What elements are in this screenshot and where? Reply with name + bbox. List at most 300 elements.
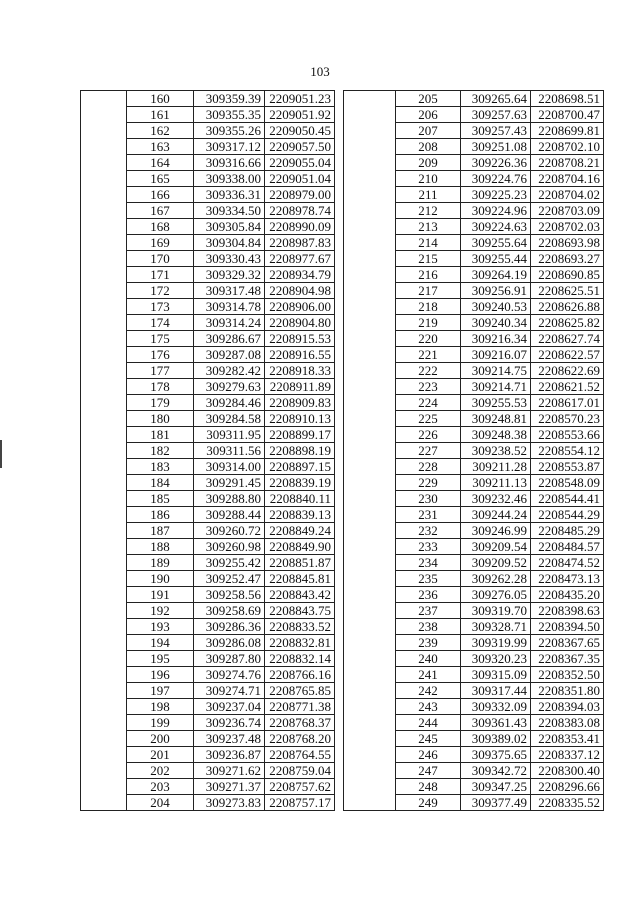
y-coordinate-cell: 2208990.09 xyxy=(265,219,335,235)
y-coordinate-cell: 2208622.57 xyxy=(531,347,604,363)
table-row xyxy=(344,507,604,523)
y-coordinate-cell: 2208840.11 xyxy=(265,491,335,507)
y-coordinate-cell: 2208473.13 xyxy=(531,571,604,587)
table-row xyxy=(81,571,335,587)
x-coordinate-cell: 309377.49 xyxy=(461,795,531,811)
x-coordinate-cell: 309287.80 xyxy=(194,651,265,667)
point-number-cell: 183 xyxy=(127,459,194,475)
table-row xyxy=(344,539,604,555)
point-number-cell: 220 xyxy=(396,331,461,347)
point-number-cell: 175 xyxy=(127,331,194,347)
point-number-cell: 202 xyxy=(127,763,194,779)
x-coordinate-cell: 309342.72 xyxy=(461,763,531,779)
point-number-cell: 239 xyxy=(396,635,461,651)
y-coordinate-cell: 2208843.42 xyxy=(265,587,335,603)
x-coordinate-cell: 309334.50 xyxy=(194,203,265,219)
point-number-cell: 193 xyxy=(127,619,194,635)
empty-cell xyxy=(344,171,396,187)
table-row xyxy=(81,235,335,251)
empty-cell xyxy=(344,379,396,395)
point-number-cell: 238 xyxy=(396,619,461,635)
y-coordinate-cell: 2208904.98 xyxy=(265,283,335,299)
point-number-cell: 231 xyxy=(396,507,461,523)
x-coordinate-cell: 309240.53 xyxy=(461,299,531,315)
empty-cell xyxy=(81,747,127,763)
x-coordinate-cell: 309338.00 xyxy=(194,171,265,187)
empty-cell xyxy=(344,155,396,171)
y-coordinate-cell: 2208768.37 xyxy=(265,715,335,731)
empty-cell xyxy=(344,459,396,475)
table-row xyxy=(81,427,335,443)
y-coordinate-cell: 2208768.20 xyxy=(265,731,335,747)
point-number-cell: 169 xyxy=(127,235,194,251)
y-coordinate-cell: 2208553.87 xyxy=(531,459,604,475)
y-coordinate-cell: 2208398.63 xyxy=(531,603,604,619)
table-row xyxy=(81,331,335,347)
point-number-cell: 218 xyxy=(396,299,461,315)
point-number-cell: 207 xyxy=(396,123,461,139)
point-number-cell: 172 xyxy=(127,283,194,299)
x-coordinate-cell: 309214.71 xyxy=(461,379,531,395)
y-coordinate-cell: 2208897.15 xyxy=(265,459,335,475)
point-number-cell: 173 xyxy=(127,299,194,315)
table-row xyxy=(344,731,604,747)
x-coordinate-cell: 309237.48 xyxy=(194,731,265,747)
point-number-cell: 209 xyxy=(396,155,461,171)
table-row xyxy=(81,795,335,811)
table-row xyxy=(81,171,335,187)
point-number-cell: 196 xyxy=(127,667,194,683)
point-number-cell: 203 xyxy=(127,779,194,795)
empty-cell xyxy=(81,235,127,251)
empty-cell xyxy=(81,139,127,155)
empty-cell xyxy=(81,155,127,171)
x-coordinate-cell: 309336.31 xyxy=(194,187,265,203)
x-coordinate-cell: 309264.19 xyxy=(461,267,531,283)
point-number-cell: 179 xyxy=(127,395,194,411)
y-coordinate-cell: 2208693.98 xyxy=(531,235,604,251)
table-row xyxy=(81,523,335,539)
empty-cell xyxy=(344,715,396,731)
point-number-cell: 162 xyxy=(127,123,194,139)
table-row xyxy=(81,411,335,427)
empty-cell xyxy=(81,203,127,219)
table-row xyxy=(344,667,604,683)
empty-cell xyxy=(81,315,127,331)
table-row xyxy=(344,603,604,619)
x-coordinate-cell: 309375.65 xyxy=(461,747,531,763)
table-row xyxy=(344,139,604,155)
y-coordinate-cell: 2208765.85 xyxy=(265,683,335,699)
empty-cell xyxy=(344,683,396,699)
empty-cell xyxy=(344,139,396,155)
x-coordinate-cell: 309224.63 xyxy=(461,219,531,235)
point-number-cell: 163 xyxy=(127,139,194,155)
table-row xyxy=(81,747,335,763)
empty-cell xyxy=(344,571,396,587)
empty-cell xyxy=(81,651,127,667)
empty-cell xyxy=(81,171,127,187)
empty-cell xyxy=(81,619,127,635)
coordinates-table-left xyxy=(80,90,335,811)
x-coordinate-cell: 309238.52 xyxy=(461,443,531,459)
x-coordinate-cell: 309361.43 xyxy=(461,715,531,731)
empty-cell xyxy=(81,459,127,475)
y-coordinate-cell: 2208979.00 xyxy=(265,187,335,203)
point-number-cell: 191 xyxy=(127,587,194,603)
y-coordinate-cell: 2208553.66 xyxy=(531,427,604,443)
table-row xyxy=(81,395,335,411)
x-coordinate-cell: 309332.09 xyxy=(461,699,531,715)
y-coordinate-cell: 2208627.74 xyxy=(531,331,604,347)
empty-cell xyxy=(81,683,127,699)
x-coordinate-cell: 309255.42 xyxy=(194,555,265,571)
y-coordinate-cell: 2208484.57 xyxy=(531,539,604,555)
empty-cell xyxy=(81,443,127,459)
y-coordinate-cell: 2208918.33 xyxy=(265,363,335,379)
x-coordinate-cell: 309257.63 xyxy=(461,107,531,123)
x-coordinate-cell: 309347.25 xyxy=(461,779,531,795)
table-row xyxy=(344,251,604,267)
point-number-cell: 227 xyxy=(396,443,461,459)
x-coordinate-cell: 309224.96 xyxy=(461,203,531,219)
table-row xyxy=(344,395,604,411)
x-coordinate-cell: 309355.35 xyxy=(194,107,265,123)
x-coordinate-cell: 309315.09 xyxy=(461,667,531,683)
table-row xyxy=(344,331,604,347)
x-coordinate-cell: 309304.84 xyxy=(194,235,265,251)
point-number-cell: 168 xyxy=(127,219,194,235)
x-coordinate-cell: 309251.08 xyxy=(461,139,531,155)
point-number-cell: 240 xyxy=(396,651,461,667)
table-row xyxy=(344,235,604,251)
x-coordinate-cell: 309291.45 xyxy=(194,475,265,491)
table-row xyxy=(81,91,335,107)
point-number-cell: 182 xyxy=(127,443,194,459)
empty-cell xyxy=(344,299,396,315)
x-coordinate-cell: 309330.43 xyxy=(194,251,265,267)
coordinates-table-right xyxy=(343,90,604,811)
x-coordinate-cell: 309216.07 xyxy=(461,347,531,363)
y-coordinate-cell: 2209050.45 xyxy=(265,123,335,139)
point-number-cell: 225 xyxy=(396,411,461,427)
table-row xyxy=(81,619,335,635)
empty-cell xyxy=(81,379,127,395)
y-coordinate-cell: 2208296.66 xyxy=(531,779,604,795)
empty-cell xyxy=(81,555,127,571)
point-number-cell: 201 xyxy=(127,747,194,763)
table-row xyxy=(344,635,604,651)
x-coordinate-cell: 309389.02 xyxy=(461,731,531,747)
point-number-cell: 217 xyxy=(396,283,461,299)
table-row xyxy=(344,379,604,395)
point-number-cell: 243 xyxy=(396,699,461,715)
table-row xyxy=(81,763,335,779)
empty-cell xyxy=(344,635,396,651)
x-coordinate-cell: 309258.56 xyxy=(194,587,265,603)
table-row xyxy=(344,651,604,667)
point-number-cell: 229 xyxy=(396,475,461,491)
table-row xyxy=(81,219,335,235)
table-row xyxy=(81,587,335,603)
point-number-cell: 205 xyxy=(396,91,461,107)
x-coordinate-cell: 309255.44 xyxy=(461,251,531,267)
x-coordinate-cell: 309256.91 xyxy=(461,283,531,299)
y-coordinate-cell: 2208335.52 xyxy=(531,795,604,811)
y-coordinate-cell: 2208702.03 xyxy=(531,219,604,235)
table-row xyxy=(81,251,335,267)
y-coordinate-cell: 2208690.85 xyxy=(531,267,604,283)
point-number-cell: 242 xyxy=(396,683,461,699)
x-coordinate-cell: 309311.56 xyxy=(194,443,265,459)
y-coordinate-cell: 2208759.04 xyxy=(265,763,335,779)
point-number-cell: 244 xyxy=(396,715,461,731)
table-row xyxy=(81,187,335,203)
point-number-cell: 212 xyxy=(396,203,461,219)
y-coordinate-cell: 2208978.74 xyxy=(265,203,335,219)
point-number-cell: 198 xyxy=(127,699,194,715)
table-row xyxy=(344,171,604,187)
table-row xyxy=(81,699,335,715)
y-coordinate-cell: 2208617.01 xyxy=(531,395,604,411)
point-number-cell: 206 xyxy=(396,107,461,123)
y-coordinate-cell: 2208849.24 xyxy=(265,523,335,539)
table-row xyxy=(344,203,604,219)
table-row xyxy=(344,619,604,635)
x-coordinate-cell: 309286.08 xyxy=(194,635,265,651)
y-coordinate-cell: 2208987.83 xyxy=(265,235,335,251)
y-coordinate-cell: 2208851.87 xyxy=(265,555,335,571)
y-coordinate-cell: 2208832.81 xyxy=(265,635,335,651)
empty-cell xyxy=(344,779,396,795)
empty-cell xyxy=(81,539,127,555)
x-coordinate-cell: 309274.71 xyxy=(194,683,265,699)
x-coordinate-cell: 309209.54 xyxy=(461,539,531,555)
table-row xyxy=(344,587,604,603)
x-coordinate-cell: 309319.99 xyxy=(461,635,531,651)
y-coordinate-cell: 2208977.67 xyxy=(265,251,335,267)
x-coordinate-cell: 309311.95 xyxy=(194,427,265,443)
empty-cell xyxy=(344,331,396,347)
y-coordinate-cell: 2208703.09 xyxy=(531,203,604,219)
table-row xyxy=(344,299,604,315)
empty-cell xyxy=(81,411,127,427)
x-coordinate-cell: 309248.81 xyxy=(461,411,531,427)
x-coordinate-cell: 309237.04 xyxy=(194,699,265,715)
y-coordinate-cell: 2208367.65 xyxy=(531,635,604,651)
point-number-cell: 170 xyxy=(127,251,194,267)
y-coordinate-cell: 2208915.53 xyxy=(265,331,335,347)
empty-cell xyxy=(344,107,396,123)
point-number-cell: 187 xyxy=(127,523,194,539)
x-coordinate-cell: 309288.80 xyxy=(194,491,265,507)
empty-cell xyxy=(344,427,396,443)
x-coordinate-cell: 309240.34 xyxy=(461,315,531,331)
x-coordinate-cell: 309226.36 xyxy=(461,155,531,171)
x-coordinate-cell: 309359.39 xyxy=(194,91,265,107)
x-coordinate-cell: 309286.36 xyxy=(194,619,265,635)
table-row xyxy=(81,603,335,619)
empty-cell xyxy=(344,475,396,491)
table-row xyxy=(81,363,335,379)
y-coordinate-cell: 2208626.88 xyxy=(531,299,604,315)
x-coordinate-cell: 309305.84 xyxy=(194,219,265,235)
x-coordinate-cell: 309244.24 xyxy=(461,507,531,523)
table-row xyxy=(344,219,604,235)
x-coordinate-cell: 309211.28 xyxy=(461,459,531,475)
empty-cell xyxy=(344,555,396,571)
table-row xyxy=(344,475,604,491)
table-row xyxy=(81,315,335,331)
y-coordinate-cell: 2208435.20 xyxy=(531,587,604,603)
x-coordinate-cell: 309258.69 xyxy=(194,603,265,619)
x-coordinate-cell: 309257.43 xyxy=(461,123,531,139)
table-row xyxy=(344,315,604,331)
empty-cell xyxy=(81,731,127,747)
empty-cell xyxy=(81,779,127,795)
x-coordinate-cell: 309328.71 xyxy=(461,619,531,635)
empty-cell xyxy=(344,235,396,251)
x-coordinate-cell: 309248.38 xyxy=(461,427,531,443)
table-row xyxy=(344,555,604,571)
empty-cell xyxy=(344,219,396,235)
empty-cell xyxy=(344,747,396,763)
empty-cell xyxy=(344,203,396,219)
y-coordinate-cell: 2208699.81 xyxy=(531,123,604,139)
point-number-cell: 230 xyxy=(396,491,461,507)
table-row xyxy=(344,747,604,763)
empty-cell xyxy=(344,91,396,107)
y-coordinate-cell: 2208700.47 xyxy=(531,107,604,123)
x-coordinate-cell: 309284.58 xyxy=(194,411,265,427)
y-coordinate-cell: 2208544.29 xyxy=(531,507,604,523)
table-row xyxy=(344,283,604,299)
y-coordinate-cell: 2208352.50 xyxy=(531,667,604,683)
empty-cell xyxy=(344,491,396,507)
point-number-cell: 237 xyxy=(396,603,461,619)
point-number-cell: 190 xyxy=(127,571,194,587)
y-coordinate-cell: 2208351.80 xyxy=(531,683,604,699)
empty-cell xyxy=(344,347,396,363)
empty-cell xyxy=(81,187,127,203)
y-coordinate-cell: 2208383.08 xyxy=(531,715,604,731)
empty-cell xyxy=(81,91,127,107)
empty-cell xyxy=(344,187,396,203)
empty-cell xyxy=(344,699,396,715)
y-coordinate-cell: 2208394.03 xyxy=(531,699,604,715)
y-coordinate-cell: 2208548.09 xyxy=(531,475,604,491)
x-coordinate-cell: 309214.75 xyxy=(461,363,531,379)
point-number-cell: 185 xyxy=(127,491,194,507)
empty-cell xyxy=(81,795,127,811)
y-coordinate-cell: 2208704.16 xyxy=(531,171,604,187)
empty-cell xyxy=(344,587,396,603)
point-number-cell: 246 xyxy=(396,747,461,763)
table-row xyxy=(344,699,604,715)
x-coordinate-cell: 309329.32 xyxy=(194,267,265,283)
empty-cell xyxy=(344,251,396,267)
table-row xyxy=(344,123,604,139)
point-number-cell: 214 xyxy=(396,235,461,251)
empty-cell xyxy=(344,763,396,779)
table-row xyxy=(81,203,335,219)
empty-cell xyxy=(344,283,396,299)
y-coordinate-cell: 2208845.81 xyxy=(265,571,335,587)
point-number-cell: 223 xyxy=(396,379,461,395)
point-number-cell: 171 xyxy=(127,267,194,283)
point-number-cell: 232 xyxy=(396,523,461,539)
point-number-cell: 210 xyxy=(396,171,461,187)
point-number-cell: 221 xyxy=(396,347,461,363)
point-number-cell: 236 xyxy=(396,587,461,603)
y-coordinate-cell: 2208704.02 xyxy=(531,187,604,203)
empty-cell xyxy=(81,331,127,347)
table-row xyxy=(81,155,335,171)
table-row xyxy=(344,523,604,539)
y-coordinate-cell: 2208544.41 xyxy=(531,491,604,507)
x-coordinate-cell: 309319.70 xyxy=(461,603,531,619)
y-coordinate-cell: 2208394.50 xyxy=(531,619,604,635)
y-coordinate-cell: 2208899.17 xyxy=(265,427,335,443)
point-number-cell: 216 xyxy=(396,267,461,283)
table-row xyxy=(81,715,335,731)
y-coordinate-cell: 2209051.23 xyxy=(265,91,335,107)
table-row xyxy=(81,667,335,683)
point-number-cell: 245 xyxy=(396,731,461,747)
y-coordinate-cell: 2209055.04 xyxy=(265,155,335,171)
point-number-cell: 219 xyxy=(396,315,461,331)
x-coordinate-cell: 309271.37 xyxy=(194,779,265,795)
point-number-cell: 199 xyxy=(127,715,194,731)
y-coordinate-cell: 2208911.89 xyxy=(265,379,335,395)
x-coordinate-cell: 309286.67 xyxy=(194,331,265,347)
point-number-cell: 247 xyxy=(396,763,461,779)
point-number-cell: 233 xyxy=(396,539,461,555)
y-coordinate-cell: 2208909.83 xyxy=(265,395,335,411)
y-coordinate-cell: 2208764.55 xyxy=(265,747,335,763)
y-coordinate-cell: 2208771.38 xyxy=(265,699,335,715)
x-coordinate-cell: 309284.46 xyxy=(194,395,265,411)
point-number-cell: 176 xyxy=(127,347,194,363)
empty-cell xyxy=(81,603,127,619)
x-coordinate-cell: 309216.34 xyxy=(461,331,531,347)
table-row xyxy=(81,459,335,475)
empty-cell xyxy=(344,123,396,139)
x-coordinate-cell: 309236.74 xyxy=(194,715,265,731)
x-coordinate-cell: 309271.62 xyxy=(194,763,265,779)
y-coordinate-cell: 2208757.17 xyxy=(265,795,335,811)
table-row xyxy=(81,443,335,459)
y-coordinate-cell: 2208693.27 xyxy=(531,251,604,267)
x-coordinate-cell: 309255.53 xyxy=(461,395,531,411)
table-row xyxy=(344,571,604,587)
table-row xyxy=(344,763,604,779)
table-row xyxy=(344,187,604,203)
empty-cell xyxy=(81,283,127,299)
y-coordinate-cell: 2208843.75 xyxy=(265,603,335,619)
y-coordinate-cell: 2208353.41 xyxy=(531,731,604,747)
point-number-cell: 228 xyxy=(396,459,461,475)
x-coordinate-cell: 309260.72 xyxy=(194,523,265,539)
empty-cell xyxy=(81,667,127,683)
table-row xyxy=(81,507,335,523)
empty-cell xyxy=(81,763,127,779)
empty-cell xyxy=(81,507,127,523)
x-coordinate-cell: 309316.66 xyxy=(194,155,265,171)
y-coordinate-cell: 2208570.23 xyxy=(531,411,604,427)
empty-cell xyxy=(344,651,396,667)
x-coordinate-cell: 309224.76 xyxy=(461,171,531,187)
